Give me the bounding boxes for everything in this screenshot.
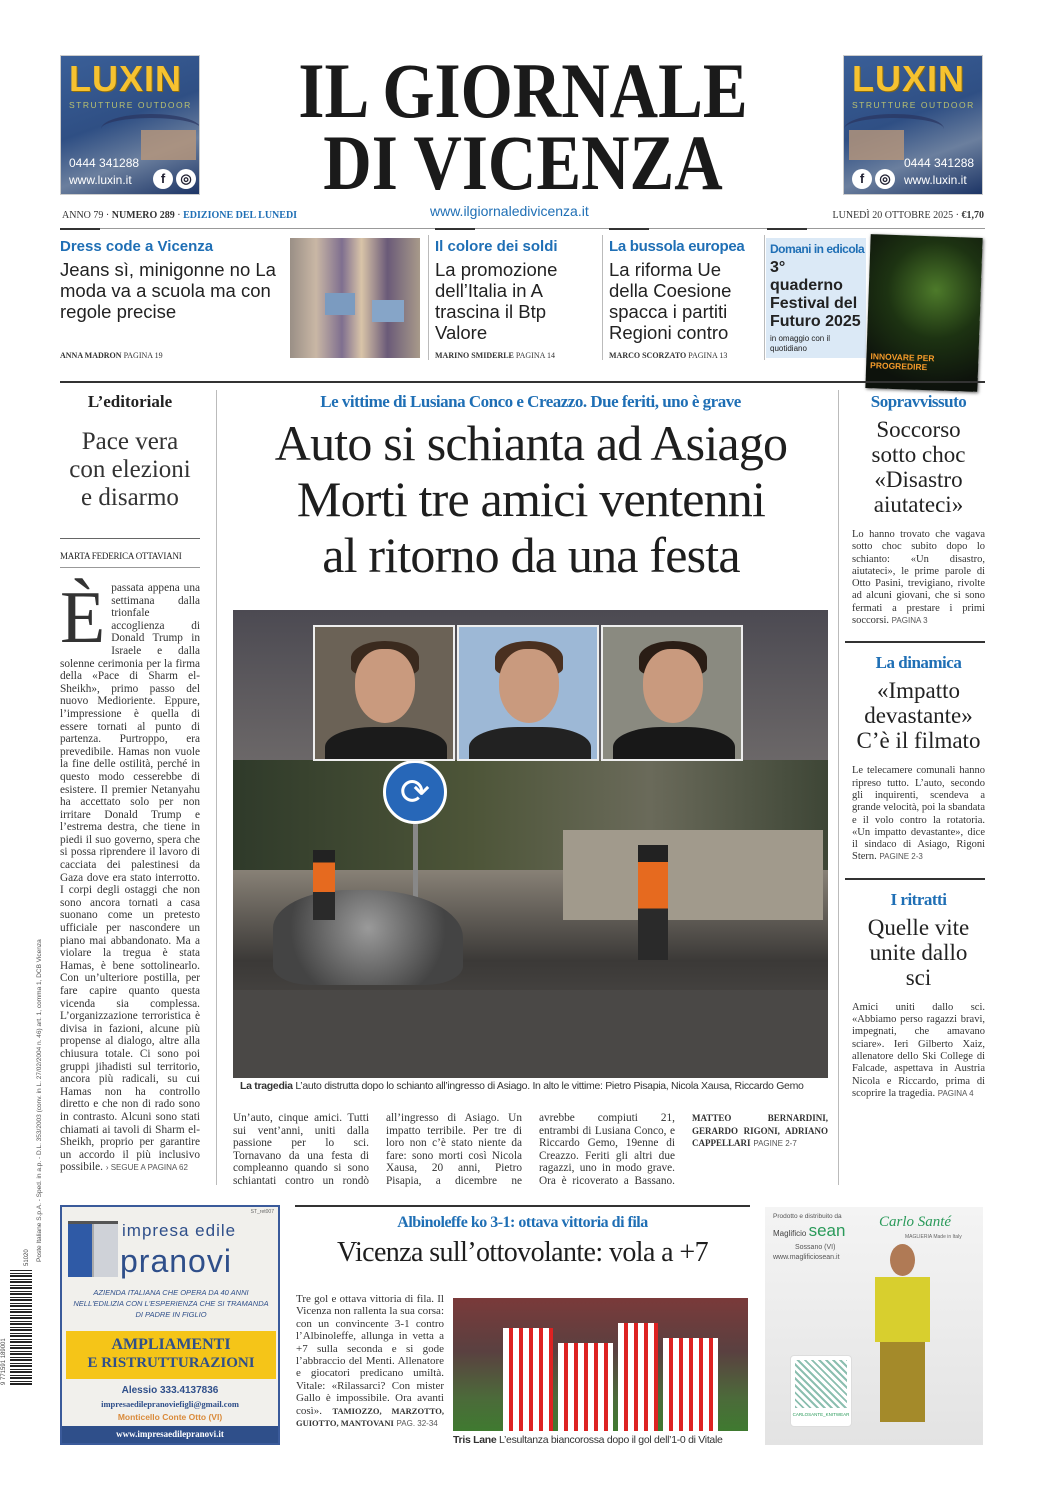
lead-text: Un’auto, cinque amici. Tutti sui vent’anni, uniti dalla passione per lo sci. Tornavano da una festa di compleanno quando si sono schiantati contro un rondò all’ingresso di Asiago. Un impatto terribile. Per tre di loro non c’è stato niente da fare: sono morti così Nicola Xausa, 20 anni, Pietro Pisapia, a dicembre ne avrebbe compiuti 21, entrambi di Lusiana Conco, e Riccardo Gemo, 19enne di Creazzo. Feriti gli altri due ragazzi, uno in modo grave. Ora è ricoverato a Bassano. [233,1112,675,1187]
sidebar [845,390,985,1112]
sport-headline[interactable]: Vicenza sull’ottovolante: vola a +7 [337,1237,708,1268]
teaser-kicker: La bussola europea [609,238,745,255]
player [663,1338,718,1431]
page-ref: PAGINA 4 [937,1088,974,1098]
lead-headline[interactable] [225,415,837,583]
rule [60,538,200,539]
lead-headline-line: al ritorno da una festa [322,527,740,583]
sidebar-text: Le telecamere comunali hanno ripreso tutto. L’auto, secondo gli inquirenti, scendeva a grande velocità, poi la sbandata e il volo contro la rotatoria. «Un impatto devastante», dice il sindaco di Asiago, Rigoni Stern. [852,765,985,863]
divider [602,235,603,360]
ad-brand: LUXIN [852,58,965,99]
teaser-dress-code[interactable] [60,238,282,360]
barcode-number: 9 771591 189001 [1,1338,7,1385]
wrecked-car [273,890,463,985]
denim-shorts [372,300,404,322]
masthead-line-2: DI VICENZA [323,119,723,206]
ad-label-sub: MAGLIERIA Made in Italy [905,1234,962,1240]
editorial-label: L’editoriale [87,392,173,411]
editorial-author: MARTA FEDERICA OTTAVIANI [60,551,182,561]
teaser-headline: La riforma Ue della Coesione spacca i partiti Regioni contro [609,259,732,343]
brand-prefix: Maglificio [773,1229,807,1238]
ad-website: www.impresaedilepranovi.it [62,1426,278,1443]
wall-graphic [849,130,904,160]
page-ref: PAGINA 14 [515,351,555,360]
issue-date-price [833,210,984,221]
page-ref: PAGINA 13 [688,351,728,360]
promo-cover-title: INNOVARE PER PROGREDIRE [869,351,935,373]
road [233,990,828,1078]
responder-worker [638,845,668,960]
responder-worker [313,850,335,920]
ad-line2: pranovi [120,1243,232,1279]
ad-tagline: STRUTTURE OUTDOOR [69,100,192,110]
page-ref: PAG. 32-34 [396,1419,438,1429]
model-sweater [875,1277,930,1342]
qr-code [790,1355,852,1427]
teaser-kicker: Il colore dei soldi [435,238,558,255]
ad-phone: 0444 341288 [69,156,140,170]
rule [60,567,200,568]
sport-text: Tre gol e ottava vittoria di fila. Il Vicenza non rallenta la sua corsa: con un convincente 3-1 contro l’Albinoleffe, allunga in vetta a +7 sulla seconda e si gode l’abbraccio del Menti. Allenatore e giocatori predicano umiltà. Vitale: «Rilassarci? Con mister Gallo è impossibile. Ora avanti così». [296,1293,444,1417]
banner-line: AMPLIAMENTI [111,1336,231,1353]
ad-line1: impresa edile [122,1221,237,1240]
banner-line: E RISTRUTTURAZIONI [87,1355,255,1371]
lead-photo-caption [240,1080,830,1092]
page-ref: › SEGUE A PAGINA 62 [105,1163,188,1173]
sidebar-text: Amici uniti dallo sci. «Abbiamo perso ragazzi bravi, impegnati, che amavano sciare». Ieri Gilberto Xaiz, allenatore dello Ski College di Falcade, aspettava in Austria Nicola e Riccardo, prima di scoprire la tragedia. [852,1001,985,1099]
caption-label: Tris Lane [453,1434,497,1446]
player [558,1343,613,1431]
issue-date: LUNEDÌ 20 OTTOBRE 2025 [832,210,954,221]
caption-label: La tragedia [240,1080,293,1092]
section-rule [60,381,985,383]
ad-tagline: AZIENDA ITALIANA CHE OPERA DA 40 ANNI NELL'EDILIZIA CON L'ESPERIENZA CHE SI TRAMANDA DI PADRE IN FIGLIO [73,1288,269,1319]
ad-website: www.luxin.it [69,173,132,187]
sidebar-text: Lo hanno trovato che vagava sotto choc subito dopo lo schianto: «Un disastro, aiutateci», le prime parole di Otto Pasini, trevigiano, rivolte ad alcuni giovani, che si sono fermati a prestare i primi soccorsi. [852,529,985,627]
sidebar-kicker: Sopravvissuto [870,392,967,411]
ad-label: Carlo Santé [879,1214,952,1230]
teaser-accent [767,228,807,230]
sidebar-kicker: La dinamica [875,653,962,673]
editorial[interactable] [60,392,200,1174]
masthead-line-1: IL GIORNALE [298,47,748,134]
qr-pattern [795,1360,847,1408]
price: €1,70 [961,210,984,221]
issue-year: ANNO 79 [62,210,104,221]
ad-location: Monticello Conte Otto (VI) [117,1412,223,1422]
issue-info [62,210,297,221]
promo-headline: 3° quaderno Festival del Futuro 2025 [770,259,861,330]
sidebar-headline: Soccorso sotto choc «Disastro aiutateci» [871,417,966,517]
teaser-bussola-europea[interactable] [609,238,761,360]
teaser-accent [609,228,649,230]
editorial-title: Pace vera con elezioni e disarmo [69,428,191,511]
wall-graphic [141,130,196,160]
brand-name: sean [808,1221,846,1240]
author: MARCO SCORZATO [609,351,687,360]
promo-cover [865,234,982,392]
website-link[interactable]: www.ilgiornaledivicenza.it [430,203,589,219]
teaser-photo-students [290,238,420,358]
caption-text: L’esultanza biancorossa dopo il gol dell’1-0 di Vitale [499,1434,723,1446]
sidebar-rule [845,641,985,643]
lead-authors: MATTEO BERNARDINI, GERARDO RIGONI, ADRIANO CAPPELLARI [692,1113,828,1149]
sean-ad[interactable] [765,1207,983,1445]
facebook-icon: f [153,169,173,189]
ad-contact: Alessio 333.4137836 [121,1385,219,1396]
ad-brand: LUXIN [69,58,182,99]
separator: · [105,210,110,221]
ad-city: Sossano (VI) [795,1244,836,1251]
lead-kicker: Le vittime di Lusiana Conco e Creazzo. Due feriti, uno è grave [320,392,741,411]
teaser-accent [60,228,100,230]
luxin-ad-left[interactable] [60,55,200,195]
barcode [10,1270,32,1385]
facebook-icon: f [852,169,872,189]
divider [838,390,839,1185]
lead-headline-line: Auto si schianta ad Asiago [274,415,788,471]
separator: · [177,210,181,221]
ad-brand [773,1221,845,1244]
promo-kicker: Domani in edicola [770,242,865,256]
sidebar-ritratti[interactable] [845,888,985,1112]
divider [428,235,429,360]
editorial-text: passata appena una settimana dalla trionfale accoglienza di Donald Trump in Israele e dalla solenne cerimonia per la firma della «Pace di Sharm el-Sheikh», primo passo del nuovo Medioriente. Eppure, l’impressione è quella di essere tornati al punto di partenza. Purtroppo, era prevedibile. Hamas non vuole la fine delle ostilità, perché in questo modo cesserebbe di esistere. Il premier Netanyahu ha accettato solo per non irritare Donald Trump e l’estrema destra, che tiene in piedi il suo governo, spera che si possa riprendere il lavoro di cacciata dei palestinesi da Gaza dove era stato interrotto. I corpi degli ostaggi che non sono ancora tornati a casa suonano come un pretesto ufficiale per nascondere un piano mai abbandonato. Ma a violare la tregua è stata Hamas, è bene sottolinearlo. Con un’ulteriore postilla, per fare capire quanto questa vicenda sia complessa. L’organizzazione terroristica è divisa in fazioni, alcune più propense al dialogo, altre alla chiusura totale. Ci sono poi gruppi jihadisti sul territorio, ancora più radicali, su cui Hamas non ha controllo diretto e che non di rado sono in contrasto. Alcuni sono stati chiamati ai tavoli di Sharm el-Sheikh, proprio per garantire un accordo il più inclusivo possibile. [60,582,200,1174]
sport-kicker: Albinoleffe ko 3-1: ottava vittoria di fila [397,1214,648,1231]
teaser-kicker: Dress code a Vicenza [60,238,214,255]
pranovi-ad[interactable] [60,1205,280,1445]
sidebar-dinamica[interactable] [845,651,985,875]
page-ref: PAGINA 3 [891,616,928,626]
caption-text: L’auto distrutta dopo lo schianto all’ingresso di Asiago. In alto le vittime: Pietro Pisapia, Nicola Xausa, Riccardo Gemo [295,1080,804,1092]
page-ref: PAGINA 19 [123,351,163,360]
lead-photo-crash [233,610,828,1078]
denim-shorts [325,293,355,315]
teaser-byline [435,347,597,360]
player [503,1328,553,1431]
teaser-headline: La promozione dell’Italia in A trascina il Btp Valore [435,259,558,343]
postal-notice: Poste Italiane S.p.A. - Sped. in a.p. - D.L. 353/2003 (conv. in L. 27/02/2004 n. 46) art. 1, comma 1, DCB Vicenza [36,939,43,1262]
separator: · [955,210,959,221]
ad-banner [66,1331,276,1379]
qr-handle: CARLOSANTE_KNITWEAR [792,1412,850,1417]
teaser-accent [435,228,475,230]
teaser-headline: Jeans sì, minigonne no La moda va a scuola ma con regole precise [60,259,276,322]
house-logo-icon [68,1221,118,1277]
author: ANNA MADRON [60,351,122,360]
ad-phone: 0444 341288 [904,156,975,170]
divider [764,235,765,360]
fountain-wall [563,830,823,920]
page-ref: PAGINE 2-7 [753,1139,797,1149]
sidebar-body [852,765,985,863]
sidebar-rule [845,878,985,880]
sport-body [296,1293,444,1429]
divider [216,390,217,1185]
roundabout-sign-icon: ⟳ [383,760,447,824]
ad-line1: Prodotto e distribuito da [773,1213,842,1220]
promo-note: in omaggio con il quotidiano [770,334,831,353]
player [618,1323,658,1431]
sidebar-headline: «Impatto devastante» C’è il filmato [856,678,981,754]
sidebar-sopravvissuto[interactable] [845,390,985,639]
sport-authors: TAMIOZZO, MARZOTTO, GUIOTTO, MANTOVANI [296,1405,444,1429]
sport-photo-celebration [453,1298,748,1431]
edition: EDIZIONE DEL LUNEDI [183,210,298,221]
victim-portrait-gemo [601,625,743,761]
ad-tagline: STRUTTURE OUTDOOR [852,100,975,110]
promo-festival-futuro[interactable] [766,238,866,358]
section-rule [295,1205,750,1207]
editorial-body [60,577,200,1174]
page-ref: PAGINE 2-3 [879,852,923,862]
sidebar-body [852,529,985,627]
lead-headline-line: Morti tre amici ventenni [296,471,766,527]
ad-code: ST_ret007 [250,1209,274,1215]
instagram-icon: ◎ [176,169,196,189]
ad-website: www.luxin.it [904,173,967,187]
teaser-byline [60,347,282,360]
header-rule [60,228,985,229]
victim-portrait-pisapia [313,625,455,761]
instagram-icon: ◎ [875,169,895,189]
teaser-byline [609,347,761,360]
teaser-colore-soldi[interactable] [435,238,597,360]
sidebar-headline: Quelle vite unite dallo sci [867,914,970,990]
ad-website: www.maglificiosean.it [773,1254,840,1261]
sport-photo-caption [453,1434,753,1446]
barcode-issue-code: 51020 [24,1249,30,1266]
model-trousers [880,1342,925,1422]
sidebar-body [852,1002,985,1100]
luxin-ad-right[interactable] [843,55,983,195]
lead-body [233,1112,828,1188]
issue-number: NUMERO 289 [111,210,175,221]
victim-portrait-xausa [457,625,599,761]
dropcap: È [60,577,106,659]
author: MARINO SMIDERLE [435,351,514,360]
sidebar-kicker: I ritratti [890,889,947,909]
ad-email: impresaedilepranoviefigli@gmail.com [101,1399,239,1409]
model-head [890,1244,915,1276]
